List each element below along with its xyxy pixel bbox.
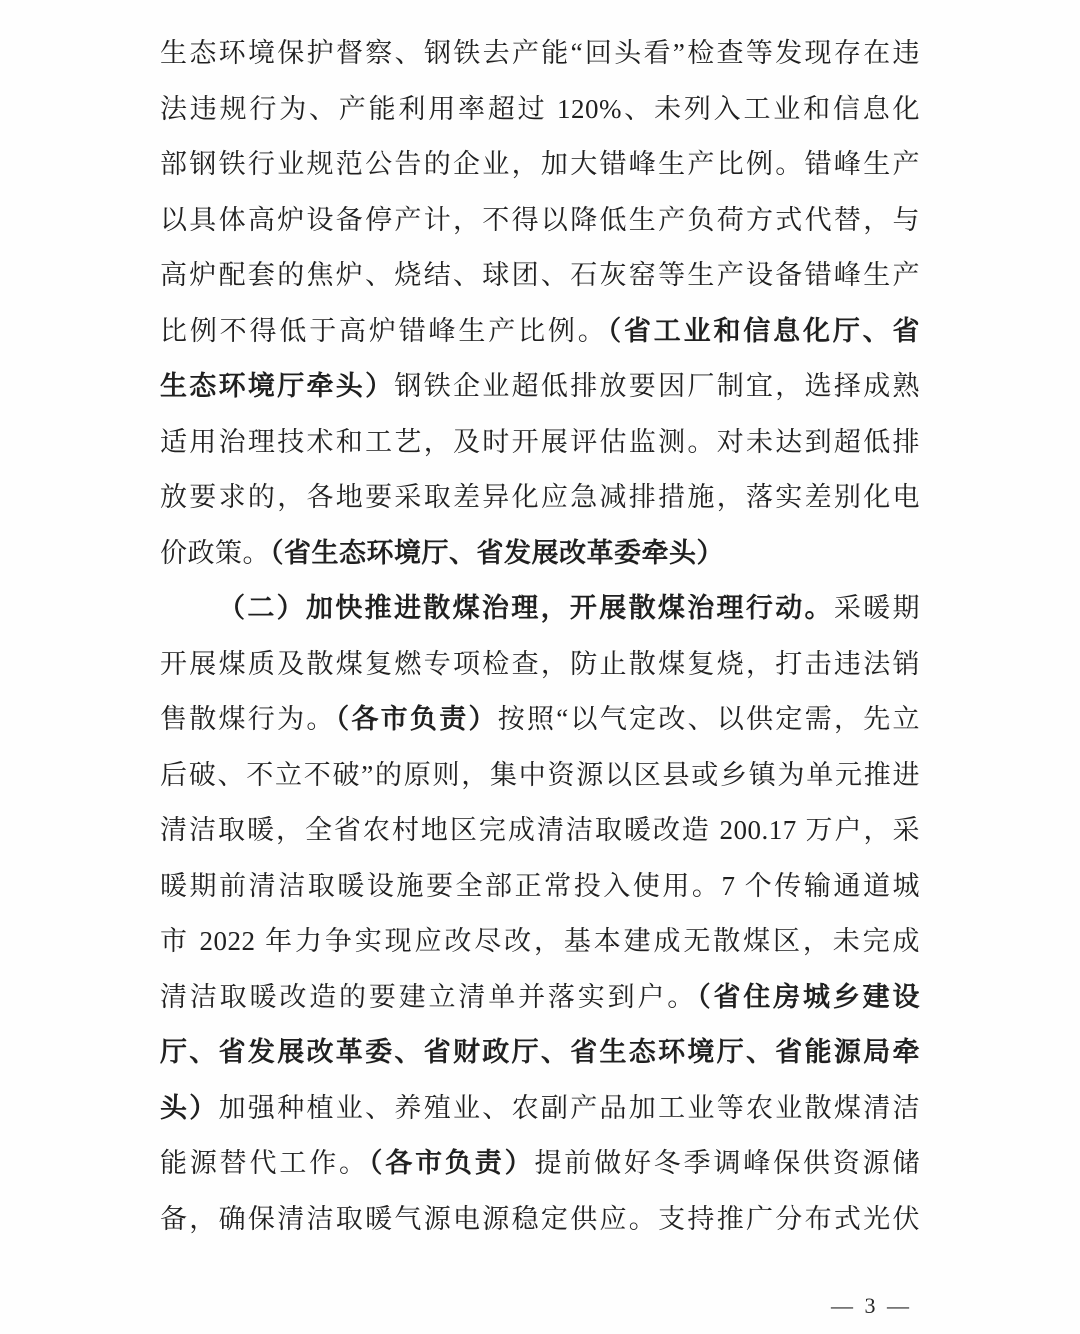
body-text: 市 2022 年力争实现应改尽改，基本建成无散煤区，未完成 [160,926,920,956]
document-line [160,859,920,915]
body-text: 暖期前清洁取暖设施要全部正常投入使用。7 个传输通道城 [160,870,920,901]
document-line [160,692,920,748]
page-number: — 3 — [831,1293,912,1318]
document-line [160,359,920,415]
body-text: 售散煤行为。 [160,704,336,734]
document-line [160,581,920,637]
body-text: 比例不得低于高炉错峰生产比例。 [160,315,608,346]
document-line [160,137,920,193]
agency-attribution-text: （省生态环境厅、省发展改革委牵头） [270,537,724,568]
body-text: 开展煤质及散煤复燃专项检查，防止散煤复烧，打击违法销 [160,648,920,679]
body-text: 价政策。 [160,537,270,568]
body-text: 生态环境保护督察、钢铁去产能“回头看”检查等发现存在违 [160,38,920,68]
body-text: 提前做好冬季调峰保供资源储 [534,1148,921,1178]
body-text: 高炉配套的焦炉、烧结、球团、石灰窑等生产设备错峰生产 [160,260,920,290]
document-line [160,803,920,859]
body-text: 放要求的，各地要采取差异化应急减排措施，落实差别化电 [160,482,920,512]
body-text: 能源替代工作。 [160,1148,369,1178]
document-line [160,193,920,249]
document-line [160,470,920,526]
body-text: 后破、不立不破”的原则，集中资源以区县或乡镇为单元推进 [160,759,920,790]
document-line [160,637,920,693]
body-text: 法违规行为、产能利用率超过 120%、未列入工业和信息化 [160,93,920,124]
document-line [160,1136,920,1192]
body-text: 以具体高炉设备停产计，不得以降低生产负荷方式代替，与 [160,204,920,235]
document-line [160,1192,920,1248]
document-line [160,26,920,82]
agency-attribution-text: （各市负责） [335,704,498,734]
body-text: 清洁取暖改造的要建立清单并落实到户。 [160,981,698,1012]
document-line [160,1081,920,1137]
document-line [160,1025,920,1081]
document-line [160,82,920,138]
text-block [160,26,920,1247]
section-heading-text: （二）加快推进散煤治理，开展散煤治理行动。 [218,593,834,623]
agency-attribution-text: （省工业和信息化厅、省 [607,315,921,346]
document-line [160,970,920,1026]
document-line [160,748,920,804]
agency-attribution-text: （各市负责） [368,1148,535,1178]
body-text: 钢铁企业超低排放要因厂制宜，选择成熟 [394,371,921,401]
agency-attribution-text: 厅、省发展改革委、省财政厅、省生态环境厅、省能源局牵 [160,1037,920,1067]
document-line [160,248,920,304]
agency-attribution-text: （省住房城乡建设 [697,981,921,1012]
body-text: 采暖期 [833,593,921,623]
body-text: 备，确保清洁取暖气源电源稳定供应。支持推广分布式光伏 [160,1203,920,1234]
document-line [160,914,920,970]
body-text: 按照“以气定改、以供定需，先立 [497,704,921,734]
agency-attribution-text: 头） [160,1092,219,1123]
body-text: 加强种植业、养殖业、农副产品加工业等农业散煤清洁 [218,1092,921,1123]
document-line [160,415,920,471]
body-text: 适用治理技术和工艺，及时开展评估监测。对未达到超低排 [160,426,920,457]
body-text: 部钢铁行业规范公告的企业，加大错峰生产比例。错峰生产 [160,149,920,179]
document-line [160,526,920,582]
body-text: 清洁取暖，全省农村地区完成清洁取暖改造 200.17 万户，采 [160,815,920,845]
agency-attribution-text: 生态环境厅牵头） [160,371,395,401]
document-line [160,304,920,360]
